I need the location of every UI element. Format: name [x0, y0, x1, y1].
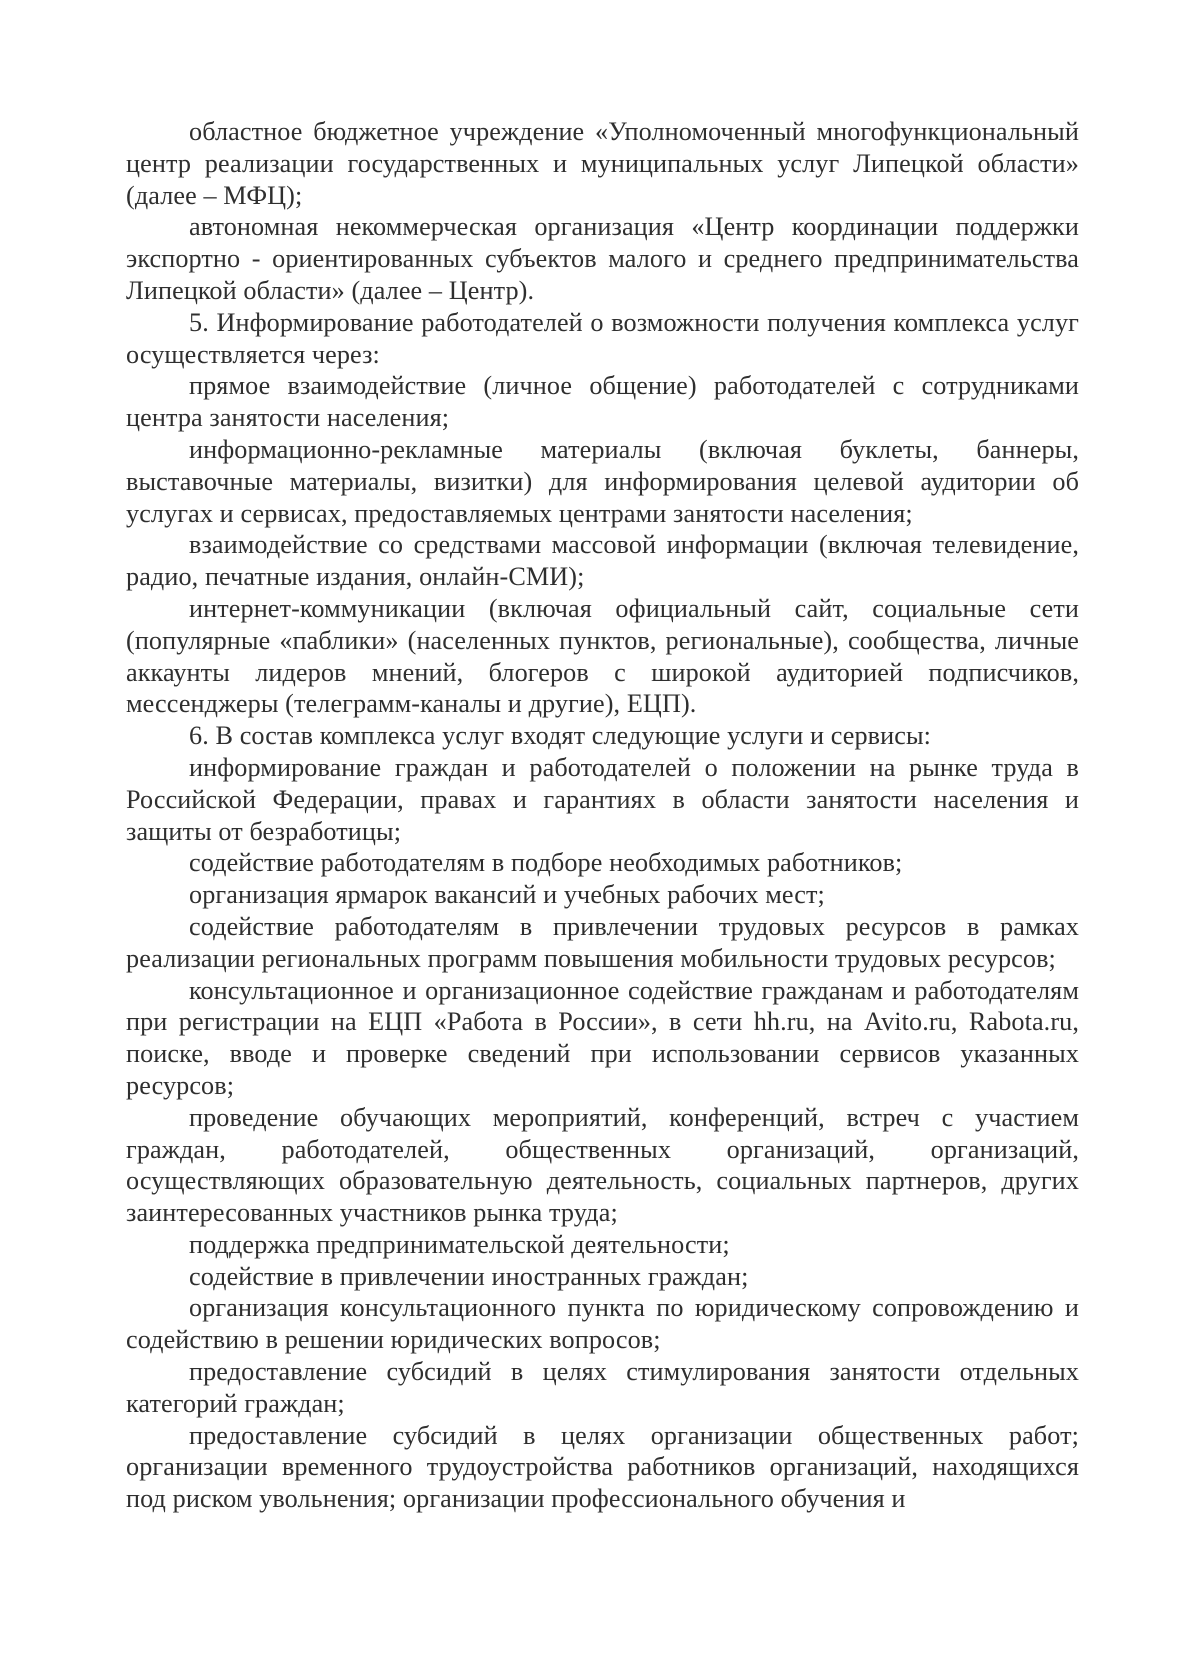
- paragraph-labor-mobility: содействие работодателям в привлечении трудовых ресурсов в рамках реализации региональных программ повышения мобильности трудовых ресурсов;: [126, 911, 1079, 973]
- paragraph-public-works-subsidies: предоставление субсидий в целях организации общественных работ; организации временного трудоустройства работников организаций, находящихся под риском увольнения; организации профессионального обучения и: [126, 1420, 1079, 1514]
- paragraph-promo-materials: информационно-рекламные материалы (включая буклеты, баннеры, выставочные материалы, визитки) для информирования целевой аудитории об услугах и сервисах, предоставляемых центрами занятости населения;: [126, 434, 1079, 528]
- paragraph-internet-communications: интернет-коммуникации (включая официальный сайт, социальные сети (популярные «паблики» (населенных пунктов, региональные), сообщества, личные аккаунты лидеров мнений, блогеров с широкой аудиторией подписчиков, мессенджеры (телеграмм-каналы и другие), ЕЦП).: [126, 593, 1079, 719]
- paragraph-direct-interaction: прямое взаимодействие (личное общение) работодателей с сотрудниками центра занятости населения;: [126, 371, 1079, 433]
- paragraph-item-6: 6. В состав комплекса услуг входят следующие услуги и сервисы:: [189, 721, 932, 751]
- paragraph-entrepreneurship: поддержка предпринимательской деятельности;: [189, 1229, 730, 1259]
- document-body: [126, 116, 1079, 1515]
- paragraph-mass-media: взаимодействие со средствами массовой информации (включая телевидение, радио, печатные издания, онлайн-СМИ);: [126, 530, 1079, 592]
- paragraph-item-5: 5. Информирование работодателей о возможности получения комплекса услуг осуществляется через:: [126, 307, 1079, 369]
- paragraph-registration-support: консультационное и организационное содействие гражданам и работодателям при регистрации на ЕЦП «Работа в России», в сети hh.ru, на Avito.ru, Rabota.ru, поиске, вводе и проверке сведений при использовании сервисов указанных ресурсов;: [126, 975, 1079, 1100]
- paragraph-training-events: проведение обучающих мероприятий, конференций, встреч с участием граждан, работодателей, общественных организаций, организаций, осуществляющих образовательную деятельность, социальных партнеров, других заинтересованных участников рынка труда;: [126, 1102, 1079, 1228]
- paragraph-employment-subsidies: предоставление субсидий в целях стимулирования занятости отдельных категорий граждан;: [126, 1357, 1079, 1418]
- paragraph-legal-consulting: организация консультационного пункта по юридическому сопровождению и содействию в решении юридических вопросов;: [126, 1293, 1079, 1355]
- paragraph-job-fairs: организация ярмарок вакансий и учебных рабочих мест;: [189, 880, 825, 910]
- paragraph-mfc: областное бюджетное учреждение «Уполномоченный многофункциональный центр реализации государственных и муниципальных услуг Липецкой области» (далее – МФЦ);: [126, 117, 1079, 210]
- paragraph-staff-selection: содействие работодателям в подборе необходимых работников;: [189, 848, 903, 878]
- paragraph-export-center: автономная некоммерческая организация «Центр координации поддержки экспортно - ориентированных субъектов малого и среднего предпринимательства Липецкой области» (далее – Центр).: [126, 212, 1079, 305]
- paragraph-foreign-citizens: содействие в привлечении иностранных граждан;: [189, 1261, 749, 1291]
- paragraph-informing-labor-market: информирование граждан и работодателей о положении на рынке труда в Российской Федерации, правах и гарантиях в области занятости населения и защиты от безработицы;: [126, 752, 1079, 846]
